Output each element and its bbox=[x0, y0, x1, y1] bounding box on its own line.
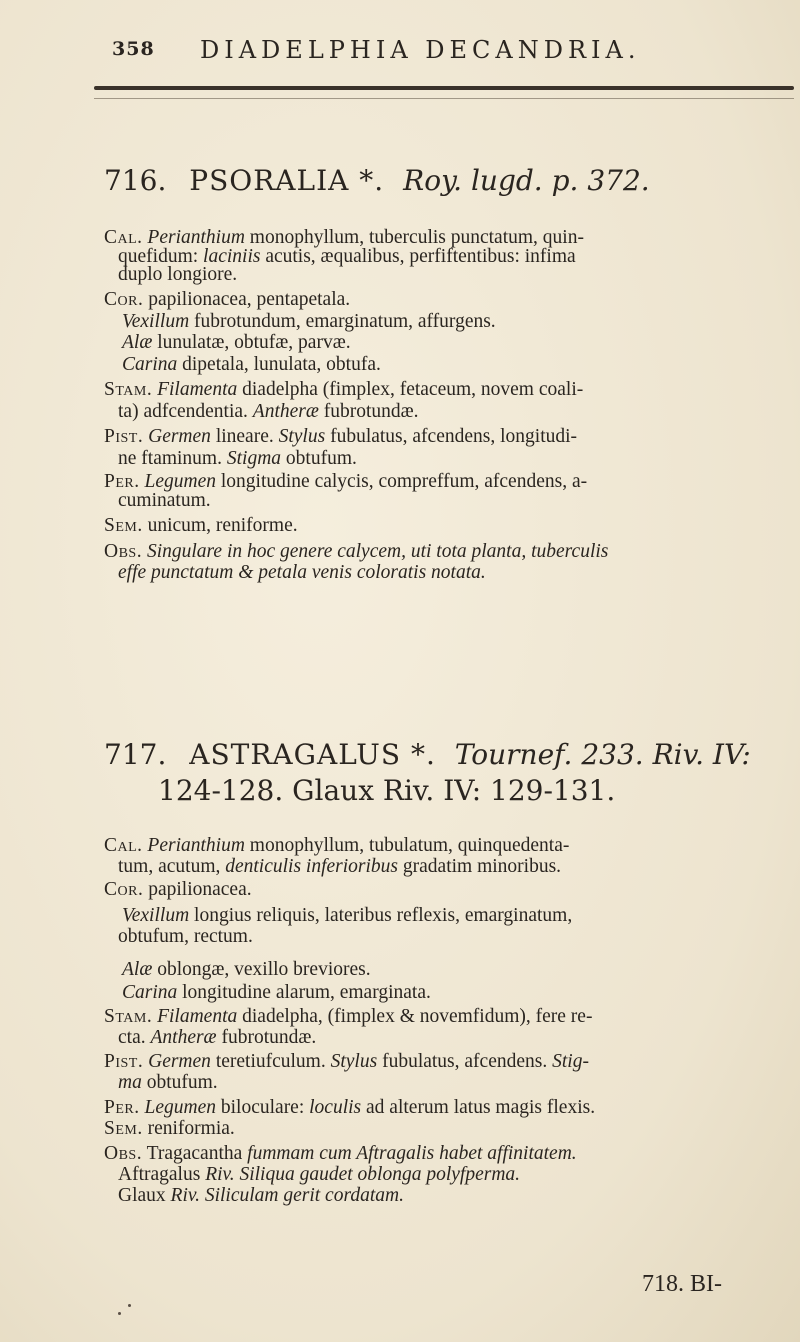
italic-term: Antheræ bbox=[252, 401, 319, 422]
italic-term: Perianthium bbox=[142, 227, 245, 248]
italic-term: Stylus bbox=[330, 1051, 378, 1072]
section-label: Obs. bbox=[104, 1143, 143, 1164]
italic-term: Alæ bbox=[122, 959, 153, 980]
text-line bbox=[118, 857, 561, 877]
text-line bbox=[104, 1052, 589, 1072]
text-line bbox=[104, 542, 608, 562]
line-text: biloculare: bbox=[216, 1097, 310, 1118]
line-text: unicum, reniforme. bbox=[142, 515, 298, 536]
entry-number: 716. bbox=[104, 164, 167, 197]
text-line bbox=[104, 880, 252, 900]
section-label: Per. bbox=[104, 1097, 140, 1118]
section-label: Per. bbox=[104, 471, 140, 492]
line-text: monophyllum, tubulatum, quinquedenta- bbox=[244, 835, 570, 856]
text-line bbox=[118, 491, 211, 511]
italic-term: Stylus bbox=[278, 426, 326, 447]
line-text: longitudine calycis, compreffum, afcendens, a- bbox=[216, 471, 588, 492]
text-line bbox=[122, 333, 351, 353]
text-line bbox=[104, 380, 583, 400]
text-line bbox=[118, 1073, 218, 1093]
text-line bbox=[104, 836, 569, 856]
text-line bbox=[122, 312, 496, 332]
italic-term: Stig- bbox=[552, 1051, 589, 1072]
text-line bbox=[118, 402, 419, 422]
text-line bbox=[118, 449, 357, 469]
line-text: gradatim minoribus. bbox=[398, 856, 562, 877]
line-text: longius reliquis, lateribus reflexis, emarginatum, bbox=[189, 905, 573, 926]
italic-term: loculis bbox=[309, 1097, 362, 1118]
entry-reference: Tournef. 233. Riv. IV: bbox=[454, 738, 751, 771]
line-text: ta) adfcendentia. bbox=[118, 401, 253, 422]
line-text: oblongæ, vexillo breviores. bbox=[152, 959, 371, 980]
line-text: papilionacea. bbox=[143, 879, 252, 900]
section-label: Cal. bbox=[104, 835, 143, 856]
text-line bbox=[104, 516, 298, 536]
italic-term: ma bbox=[118, 1072, 142, 1093]
italic-term: fummam cum Aftragalis habet affinitatem. bbox=[247, 1143, 577, 1164]
line-text: obtufum, rectum. bbox=[118, 926, 253, 947]
section-label: Stam. bbox=[104, 1006, 153, 1027]
italic-term: Carina bbox=[122, 354, 178, 375]
line-text: ad alterum latus magis flexis. bbox=[361, 1097, 596, 1118]
line-text: quefidum: bbox=[118, 246, 204, 267]
line-text: lineare. bbox=[210, 426, 279, 447]
line-text: longitudine alarum, emarginata. bbox=[177, 982, 431, 1003]
section-label: Cal. bbox=[104, 227, 143, 248]
text-line bbox=[118, 1186, 404, 1206]
italic-term: laciniis bbox=[203, 246, 261, 267]
italic-term: Filamenta bbox=[152, 1006, 238, 1027]
italic-term: Singulare in hoc genere calycem, uti tota planta, tuberculis bbox=[142, 541, 609, 562]
line-text: papilionacea, pentapetala. bbox=[143, 289, 351, 310]
line-text: reniformia. bbox=[142, 1118, 235, 1139]
text-line bbox=[104, 228, 584, 248]
section-label: Pist. bbox=[104, 1051, 144, 1072]
text-line bbox=[104, 1144, 577, 1164]
ink-spot bbox=[128, 1304, 131, 1307]
italic-term: Riv. Siliculam gerit cordatam. bbox=[170, 1185, 404, 1206]
line-text: diadelpha, (fimplex & novemfidum), fere re- bbox=[237, 1006, 593, 1027]
line-text: tum, acutum, bbox=[118, 856, 226, 877]
line-text: fubulatus, afcendens, longitudi- bbox=[325, 426, 578, 447]
line-text: fubrotundæ. bbox=[318, 401, 419, 422]
italic-term: Antheræ bbox=[150, 1027, 217, 1048]
line-text: lunulatæ, obtufæ, parvæ. bbox=[152, 332, 351, 353]
italic-term: Germen bbox=[143, 1051, 211, 1072]
text-line bbox=[104, 1007, 592, 1027]
genus-name: PSORALIA *. bbox=[189, 164, 385, 197]
catchword: 718. BI- bbox=[642, 1271, 722, 1297]
line-text: Glaux bbox=[118, 1185, 171, 1206]
section-label: Stam. bbox=[104, 379, 153, 400]
line-text: cuminatum. bbox=[118, 490, 211, 511]
text-line bbox=[118, 265, 237, 285]
italic-term: Stigma bbox=[226, 448, 282, 469]
entry-heading-continued: 124-128. Glaux Riv. IV: 129-131. bbox=[158, 774, 616, 807]
entry-reference: Roy. lugd. p. 372. bbox=[403, 164, 650, 197]
text-line bbox=[104, 427, 577, 447]
italic-term: Vexillum bbox=[122, 311, 190, 332]
line-text: cta. bbox=[118, 1027, 151, 1048]
entry-number: 717. bbox=[104, 738, 167, 771]
italic-term: Riv. Siliqua gaudet oblonga polyfperma. bbox=[205, 1164, 521, 1185]
page-number: 358 bbox=[112, 38, 155, 60]
italic-term: Filamenta bbox=[152, 379, 238, 400]
entry-heading bbox=[104, 164, 650, 198]
italic-term: Vexillum bbox=[122, 905, 190, 926]
italic-term: effe punctatum & petala venis coloratis notata. bbox=[118, 562, 486, 583]
line-text: Tragacantha bbox=[142, 1143, 248, 1164]
line-text: teretiufculum. bbox=[210, 1051, 331, 1072]
line-text: dipetala, lunulata, obtufa. bbox=[177, 354, 381, 375]
italic-term: denticulis inferioribus bbox=[225, 856, 399, 877]
section-label: Sem. bbox=[104, 515, 143, 536]
line-text: monophyllum, tuberculis punctatum, quin- bbox=[244, 227, 584, 248]
text-line bbox=[122, 960, 371, 980]
text-line bbox=[122, 355, 381, 375]
section-label: Pist. bbox=[104, 426, 144, 447]
text-line bbox=[122, 906, 572, 926]
ink-spot bbox=[118, 1312, 121, 1315]
line-text: Aftragalus bbox=[118, 1164, 206, 1185]
line-text: acutis, æqualibus, perfiftentibus: infima bbox=[260, 246, 576, 267]
line-text: obtufum. bbox=[281, 448, 357, 469]
text-line bbox=[104, 1098, 595, 1118]
text-line bbox=[104, 1119, 235, 1139]
italic-term: Germen bbox=[143, 426, 211, 447]
header-rule-thin bbox=[94, 98, 794, 99]
section-label: Obs. bbox=[104, 541, 143, 562]
line-text: ne ftaminum. bbox=[118, 448, 227, 469]
genus-name: ASTRAGALUS *. bbox=[189, 738, 436, 771]
text-line bbox=[104, 472, 587, 492]
text-line bbox=[118, 1165, 520, 1185]
text-line bbox=[104, 290, 350, 310]
entry-heading bbox=[104, 738, 751, 772]
italic-term: Legumen bbox=[139, 471, 216, 492]
line-text: obtufum. bbox=[141, 1072, 218, 1093]
text-line bbox=[118, 1028, 316, 1048]
running-head bbox=[112, 36, 792, 76]
italic-term: Alæ bbox=[122, 332, 153, 353]
running-title: DIADELPHIA DECANDRIA. bbox=[200, 36, 641, 64]
italic-term: Legumen bbox=[139, 1097, 216, 1118]
line-text: fubulatus, afcendens. bbox=[377, 1051, 553, 1072]
italic-term: Perianthium bbox=[142, 835, 245, 856]
text-line bbox=[122, 983, 431, 1003]
line-text: fubrotundum, emarginatum, affurgens. bbox=[189, 311, 496, 332]
line-text: diadelpha (fimplex, fetaceum, novem coali- bbox=[237, 379, 584, 400]
italic-term: Carina bbox=[122, 982, 178, 1003]
line-text: fubrotundæ. bbox=[216, 1027, 317, 1048]
header-rule bbox=[94, 86, 794, 90]
section-label: Sem. bbox=[104, 1118, 143, 1139]
line-text: duplo longiore. bbox=[118, 264, 238, 285]
text-line bbox=[118, 927, 253, 947]
section-label: Cor. bbox=[104, 879, 144, 900]
section-label: Cor. bbox=[104, 289, 144, 310]
text-line bbox=[118, 563, 486, 583]
